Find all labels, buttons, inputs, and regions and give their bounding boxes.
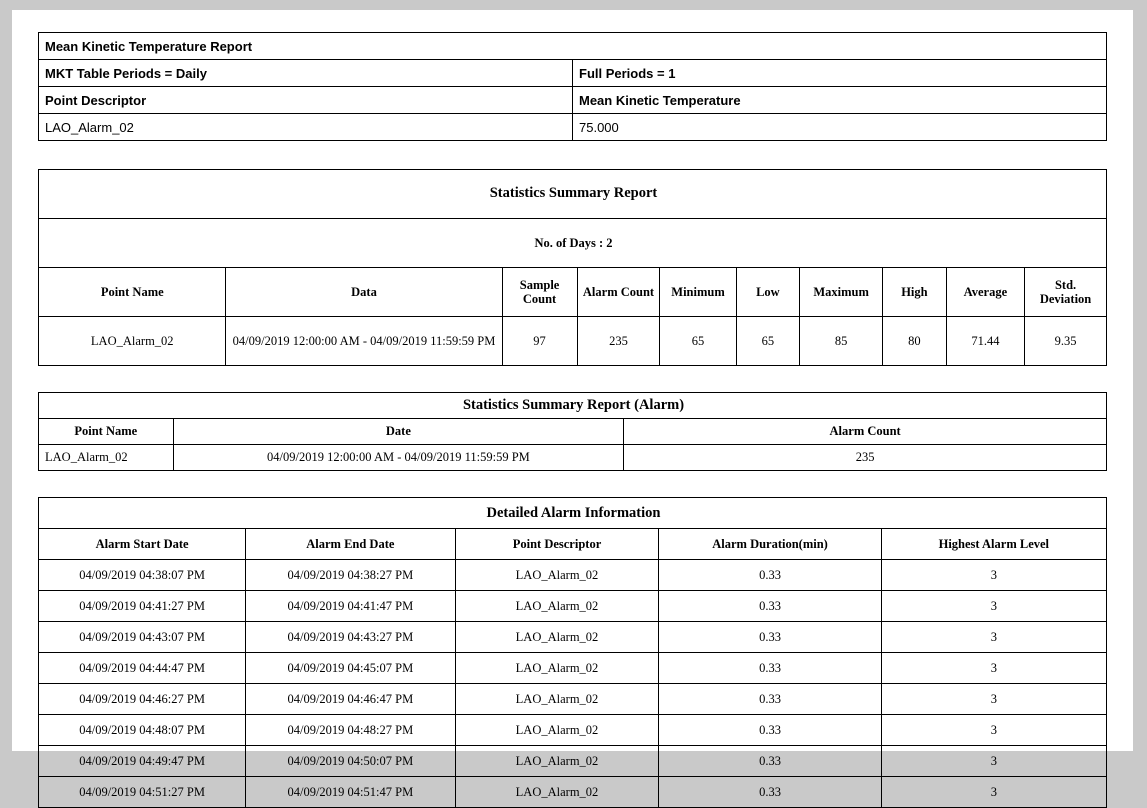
cell-highest-alarm-level: 3: [881, 653, 1106, 684]
table-header-row: [39, 529, 1107, 560]
table-row: [39, 777, 1107, 808]
cell-highest-alarm-level: 3: [881, 622, 1106, 653]
cell-point-descriptor: LAO_Alarm_02: [455, 622, 659, 653]
col-alarm-end-date: Alarm End Date: [246, 529, 455, 560]
cell-highest-alarm-level: 3: [881, 777, 1106, 808]
col-alarm-count: Alarm Count: [624, 419, 1107, 445]
col-point-name: Point Name: [39, 419, 174, 445]
cell-minimum: 65: [660, 317, 736, 366]
cell-data: 04/09/2019 12:00:00 AM - 04/09/2019 11:59:59 PM: [226, 317, 502, 366]
table-row: [39, 715, 1107, 746]
col-point-descriptor: Point Descriptor: [455, 529, 659, 560]
table-row: [39, 445, 1107, 471]
table-row: [39, 317, 1107, 366]
table-row: [39, 560, 1107, 591]
cell-alarm-count: 235: [624, 445, 1107, 471]
col-std-deviation: Std. Deviation: [1025, 268, 1107, 317]
col-data: Data: [226, 268, 502, 317]
cell-std-deviation: 9.35: [1025, 317, 1107, 366]
table-row: [39, 653, 1107, 684]
mkt-mean-kinetic-header: Mean Kinetic Temperature: [573, 87, 1107, 114]
cell-alarm-end-date: 04/09/2019 04:51:47 PM: [246, 777, 455, 808]
table-header-row: [39, 268, 1107, 317]
report-sheet: [12, 10, 1133, 799]
mkt-point-descriptor-header: Point Descriptor: [39, 87, 573, 114]
spacer: [38, 471, 1107, 497]
cell-highest-alarm-level: 3: [881, 591, 1106, 622]
cell-point-name: LAO_Alarm_02: [39, 317, 226, 366]
cell-maximum: 85: [800, 317, 883, 366]
cell-highest-alarm-level: 3: [881, 560, 1106, 591]
table-row: [39, 746, 1107, 777]
cell-alarm-duration: 0.33: [659, 715, 881, 746]
cell-alarm-count: 235: [577, 317, 660, 366]
col-highest-alarm-level: Highest Alarm Level: [881, 529, 1106, 560]
table-row: [39, 498, 1107, 529]
cell-alarm-end-date: 04/09/2019 04:45:07 PM: [246, 653, 455, 684]
cell-average: 71.44: [946, 317, 1024, 366]
cell-point-descriptor: LAO_Alarm_02: [455, 746, 659, 777]
cell-highest-alarm-level: 3: [881, 684, 1106, 715]
mkt-full-periods-label: Full Periods = 1: [573, 60, 1107, 87]
cell-alarm-start-date: 04/09/2019 04:43:07 PM: [39, 622, 246, 653]
col-high: High: [883, 268, 947, 317]
cell-alarm-end-date: 04/09/2019 04:50:07 PM: [246, 746, 455, 777]
cell-alarm-end-date: 04/09/2019 04:48:27 PM: [246, 715, 455, 746]
col-date: Date: [173, 419, 624, 445]
cell-alarm-end-date: 04/09/2019 04:38:27 PM: [246, 560, 455, 591]
cell-high: 80: [883, 317, 947, 366]
cell-date: 04/09/2019 12:00:00 AM - 04/09/2019 11:59:59 PM: [173, 445, 624, 471]
cell-alarm-start-date: 04/09/2019 04:46:27 PM: [39, 684, 246, 715]
cell-point-descriptor: LAO_Alarm_02: [455, 684, 659, 715]
col-average: Average: [946, 268, 1024, 317]
cell-point-descriptor: LAO_Alarm_02: [455, 560, 659, 591]
cell-highest-alarm-level: 3: [881, 746, 1106, 777]
table-row: [39, 33, 1107, 60]
cell-alarm-duration: 0.33: [659, 653, 881, 684]
spacer: [38, 366, 1107, 392]
table-row: [39, 60, 1107, 87]
col-sample-count: Sample Count: [502, 268, 577, 317]
cell-alarm-end-date: 04/09/2019 04:43:27 PM: [246, 622, 455, 653]
cell-alarm-start-date: 04/09/2019 04:44:47 PM: [39, 653, 246, 684]
table-row: [39, 170, 1107, 219]
cell-point-descriptor: LAO_Alarm_02: [455, 715, 659, 746]
cell-point-descriptor: LAO_Alarm_02: [455, 653, 659, 684]
cell-alarm-start-date: 04/09/2019 04:41:27 PM: [39, 591, 246, 622]
col-alarm-count: Alarm Count: [577, 268, 660, 317]
cell-alarm-start-date: 04/09/2019 04:49:47 PM: [39, 746, 246, 777]
statistics-summary-table: [38, 169, 1107, 366]
detailed-alarm-table: [38, 497, 1107, 808]
cell-low: 65: [736, 317, 800, 366]
col-alarm-start-date: Alarm Start Date: [39, 529, 246, 560]
cell-point-name: LAO_Alarm_02: [39, 445, 174, 471]
alarm-summary-title: Statistics Summary Report (Alarm): [39, 393, 1107, 419]
cell-alarm-duration: 0.33: [659, 622, 881, 653]
statistics-summary-title: Statistics Summary Report: [39, 170, 1107, 219]
table-row: [39, 87, 1107, 114]
col-alarm-duration: Alarm Duration(min): [659, 529, 881, 560]
cell-highest-alarm-level: 3: [881, 715, 1106, 746]
mkt-report-title: Mean Kinetic Temperature Report: [39, 33, 1107, 60]
alarm-summary-table: [38, 392, 1107, 471]
table-row: [39, 591, 1107, 622]
table-row: [39, 114, 1107, 141]
cell-point-descriptor: LAO_Alarm_02: [455, 777, 659, 808]
table-row: [39, 622, 1107, 653]
statistics-days-label: No. of Days : 2: [39, 219, 1107, 268]
cell-alarm-end-date: 04/09/2019 04:41:47 PM: [246, 591, 455, 622]
col-point-name: Point Name: [39, 268, 226, 317]
table-row: [39, 393, 1107, 419]
table-row: [39, 219, 1107, 268]
table-header-row: [39, 419, 1107, 445]
mkt-header-table: [38, 32, 1107, 141]
cell-alarm-duration: 0.33: [659, 746, 881, 777]
cell-point-descriptor: LAO_Alarm_02: [455, 591, 659, 622]
cell-alarm-duration: 0.33: [659, 684, 881, 715]
cell-sample-count: 97: [502, 317, 577, 366]
cell-alarm-duration: 0.33: [659, 591, 881, 622]
spacer: [38, 141, 1107, 169]
col-low: Low: [736, 268, 800, 317]
cell-alarm-duration: 0.33: [659, 777, 881, 808]
mkt-mean-kinetic-value: 75.000: [573, 114, 1107, 141]
col-maximum: Maximum: [800, 268, 883, 317]
cell-alarm-duration: 0.33: [659, 560, 881, 591]
table-row: [39, 684, 1107, 715]
detailed-alarm-title: Detailed Alarm Information: [39, 498, 1107, 529]
cell-alarm-start-date: 04/09/2019 04:51:27 PM: [39, 777, 246, 808]
col-minimum: Minimum: [660, 268, 736, 317]
cell-alarm-start-date: 04/09/2019 04:48:07 PM: [39, 715, 246, 746]
mkt-point-name: LAO_Alarm_02: [39, 114, 573, 141]
mkt-periods-label: MKT Table Periods = Daily: [39, 60, 573, 87]
cell-alarm-start-date: 04/09/2019 04:38:07 PM: [39, 560, 246, 591]
cell-alarm-end-date: 04/09/2019 04:46:47 PM: [246, 684, 455, 715]
